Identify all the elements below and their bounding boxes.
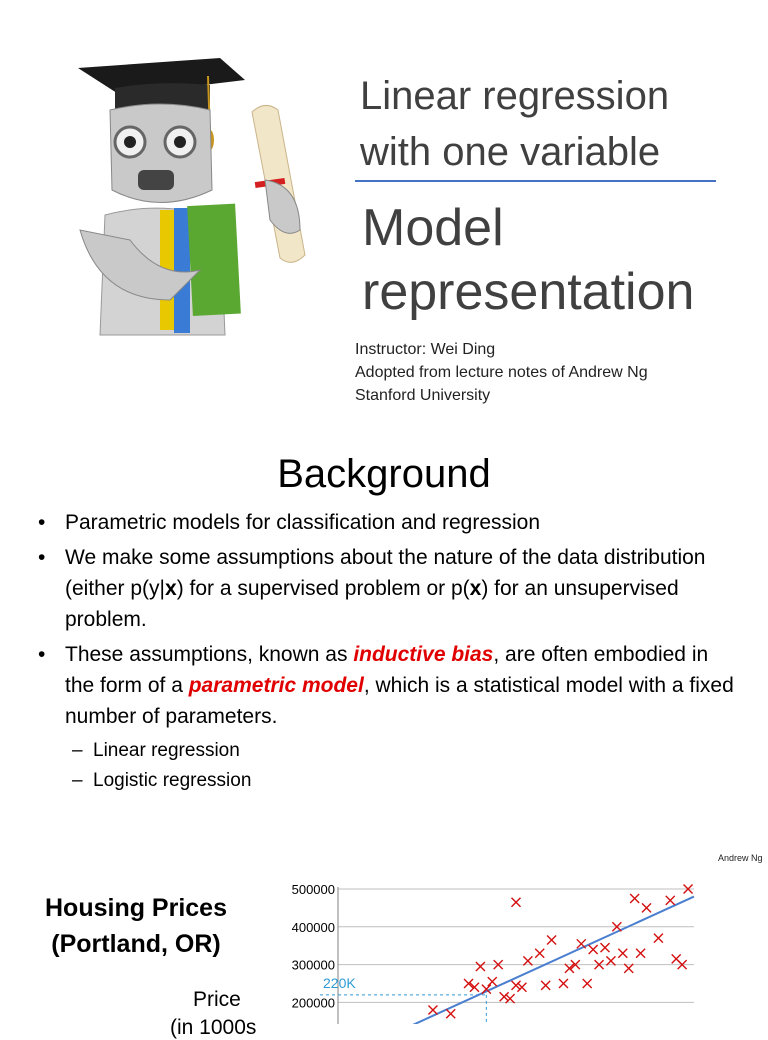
y-tick-label: 200000 <box>291 995 335 1011</box>
data-point <box>559 979 568 988</box>
data-point <box>464 979 473 988</box>
y-tick-label: 500000 <box>291 882 335 897</box>
data-point <box>618 949 627 958</box>
price-axis-label-units: (in 1000s <box>170 1016 257 1039</box>
data-point <box>476 962 485 971</box>
bullet-item: • Parametric models for classification and regression <box>38 511 541 534</box>
university: Stanford University <box>355 387 491 404</box>
instructor-name: Instructor: Wei Ding <box>355 341 496 358</box>
inductive-bias-term: inductive bias <box>353 643 494 666</box>
data-point <box>654 934 663 943</box>
data-point <box>470 983 479 992</box>
data-point <box>541 981 550 990</box>
lesson-title: Linear regression with one variable <box>360 74 670 174</box>
data-point <box>446 1009 455 1018</box>
data-point <box>642 903 651 912</box>
sub-bullet-item: – Logistic regression <box>72 770 252 791</box>
housing-price-scatter-chart <box>270 872 768 1024</box>
price-axis-label: Price <box>193 988 241 1011</box>
graduate-robot-illustration <box>60 40 330 340</box>
adopted-note: Adopted from lecture notes of Andrew Ng <box>355 364 648 381</box>
regression-fit-line <box>338 897 694 1024</box>
data-point <box>523 956 532 965</box>
data-point <box>583 979 592 988</box>
data-point <box>666 896 675 905</box>
title-divider <box>355 180 716 182</box>
instructor-info <box>355 338 648 407</box>
y-tick-label: 400000 <box>291 919 335 935</box>
sub-bullet-item: – Linear regression <box>72 740 240 761</box>
data-point <box>624 964 633 973</box>
data-point <box>606 956 615 965</box>
data-point <box>512 898 521 907</box>
data-point <box>589 945 598 954</box>
bullet-item: • These assumptions, known as inductive bias, are often embodied in the form of a parametric model, which is a statistical model with a fixed number of parameters. <box>38 643 734 728</box>
data-point <box>601 943 610 952</box>
lesson-subtitle: Model representation <box>362 199 695 321</box>
credit-andrew-ng: Andrew Ng <box>718 853 763 863</box>
data-point <box>488 977 497 986</box>
data-point <box>636 949 645 958</box>
background-title: Background <box>277 452 491 496</box>
bullet-item: • We make some assumptions about the nature of the data distribution (either p(y|x) for a supervised problem or p(x) for an unsupervised problem. <box>38 546 706 631</box>
data-point <box>565 964 574 973</box>
background-bullets <box>38 507 738 796</box>
parametric-model-term: parametric model <box>188 674 364 697</box>
y-tick-label: 300000 <box>291 957 335 973</box>
housing-prices-title: Housing Prices (Portland, OR) <box>45 894 227 958</box>
data-point <box>547 936 556 945</box>
data-point <box>535 949 544 958</box>
data-point <box>630 894 639 903</box>
highlight-label: 220K <box>323 974 356 991</box>
data-point <box>428 1005 437 1014</box>
